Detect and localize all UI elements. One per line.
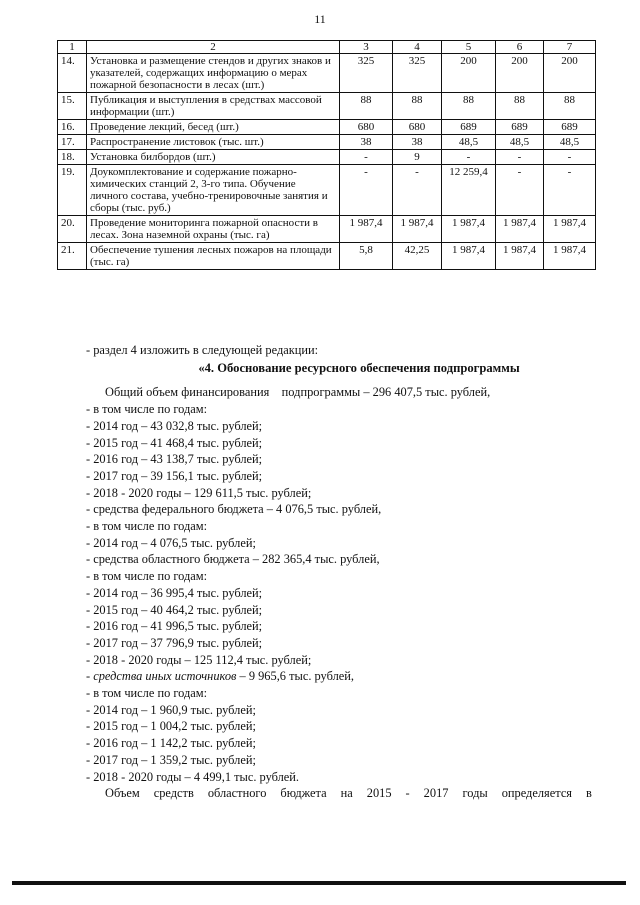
final-word: определяется <box>501 786 573 801</box>
funding-lines <box>86 401 592 668</box>
bottom-rule <box>12 881 626 885</box>
row-name: Публикация и выступления в средствах массовой информации (шт.) <box>87 93 340 120</box>
value-col-5: 1 987,4 <box>442 216 496 243</box>
funding-line: - 2017 год – 37 796,9 тыс. рублей; <box>86 635 263 650</box>
table-row <box>58 120 596 135</box>
final-word: в <box>586 786 592 801</box>
funding-line: - 2015 год – 41 468,4 тыс. рублей; <box>86 435 263 450</box>
row-name: Установка билбордов (шт.) <box>87 150 340 165</box>
table-row <box>58 54 596 93</box>
value-col-3: 325 <box>340 54 393 93</box>
value-col-5: 12 259,4 <box>442 165 496 216</box>
value-col-7: 1 987,4 <box>544 216 596 243</box>
value-col-5: 200 <box>442 54 496 93</box>
row-number: 15. <box>58 93 87 120</box>
value-col-5: 88 <box>442 93 496 120</box>
row-name: Обеспечение тушения лесных пожаров на площади (тыс. га) <box>87 243 340 270</box>
value-col-5: 689 <box>442 120 496 135</box>
value-col-7: - <box>544 150 596 165</box>
row-number: 16. <box>58 120 87 135</box>
value-col-6: 1 987,4 <box>496 216 544 243</box>
row-name: Доукомплектование и содержание пожарно-химических станций 2, 3-го типа. Обучение личного состава, учебно-тренировочные занятия и сборы (тыс. руб.) <box>87 165 340 216</box>
other-sources-line <box>86 668 592 685</box>
value-col-3: 5,8 <box>340 243 393 270</box>
value-col-4: - <box>393 165 442 216</box>
value-col-4: 38 <box>393 135 442 150</box>
funding-line: - 2014 год – 1 960,9 тыс. рублей; <box>86 702 256 717</box>
value-col-7: 689 <box>544 120 596 135</box>
value-col-7: 88 <box>544 93 596 120</box>
funding-line: - в том числе по годам: <box>86 686 208 701</box>
table-row <box>58 165 596 216</box>
value-col-6: 1 987,4 <box>496 243 544 270</box>
funding-line: - 2017 год – 1 359,2 тыс. рублей; <box>86 752 256 767</box>
final-paragraph-line <box>86 785 592 802</box>
value-col-6: 689 <box>496 120 544 135</box>
value-col-6: - <box>496 165 544 216</box>
final-word: средств <box>153 786 194 801</box>
row-number: 18. <box>58 150 87 165</box>
column-header: 3 <box>340 41 393 54</box>
other-sources-label: средства иных источников <box>93 669 237 684</box>
value-col-7: 1 987,4 <box>544 243 596 270</box>
final-word: - <box>405 786 410 801</box>
row-number: 20. <box>58 216 87 243</box>
value-col-5: - <box>442 150 496 165</box>
funding-line: - 2017 год – 39 156,1 тыс. рублей; <box>86 468 263 483</box>
table-row <box>58 93 596 120</box>
indicators-table <box>57 40 596 270</box>
table-header-row <box>58 41 596 54</box>
value-col-3: 88 <box>340 93 393 120</box>
row-number: 17. <box>58 135 87 150</box>
funding-line: - 2014 год – 36 995,4 тыс. рублей; <box>86 585 263 600</box>
value-col-3: 1 987,4 <box>340 216 393 243</box>
funding-line: - 2018 - 2020 годы – 4 499,1 тыс. рублей. <box>86 769 300 784</box>
total-funding-line: Общий объем финансирования подпрограммы – 296 407,5 тыс. рублей, <box>105 385 491 400</box>
value-col-7: 200 <box>544 54 596 93</box>
funding-line: - 2016 год – 41 996,5 тыс. рублей; <box>86 619 263 634</box>
row-name: Проведение мониторинга пожарной опасности в лесах. Зона наземной охраны (тыс. га) <box>87 216 340 243</box>
value-col-7: - <box>544 165 596 216</box>
final-word: годы <box>462 786 488 801</box>
value-col-3: - <box>340 165 393 216</box>
intro-line: - раздел 4 изложить в следующей редакции: <box>86 343 319 357</box>
value-col-4: 1 987,4 <box>393 216 442 243</box>
funding-line: - средства областного бюджета – 282 365,4 тыс. рублей, <box>86 552 380 567</box>
table-row <box>58 150 596 165</box>
value-col-3: 680 <box>340 120 393 135</box>
final-word: 2017 <box>423 786 449 801</box>
value-col-4: 42,25 <box>393 243 442 270</box>
funding-line: - 2016 год – 1 142,2 тыс. рублей; <box>86 736 256 751</box>
value-col-6: 88 <box>496 93 544 120</box>
funding-line: - 2014 год – 43 032,8 тыс. рублей; <box>86 418 263 433</box>
funding-line: - 2018 - 2020 годы – 129 611,5 тыс. рублей; <box>86 485 312 500</box>
row-name: Проведение лекций, бесед (шт.) <box>87 120 340 135</box>
document-text <box>86 342 592 802</box>
column-header: 6 <box>496 41 544 54</box>
table-body <box>58 54 596 270</box>
row-number: 14. <box>58 54 87 93</box>
table-row <box>58 243 596 270</box>
final-word: Объем <box>105 786 140 801</box>
column-header: 7 <box>544 41 596 54</box>
funding-line: - 2016 год – 43 138,7 тыс. рублей; <box>86 452 263 467</box>
funding-line: - 2018 - 2020 годы – 125 112,4 тыс. рублей; <box>86 652 312 667</box>
column-header: 2 <box>87 41 340 54</box>
value-col-4: 9 <box>393 150 442 165</box>
value-col-6: - <box>496 150 544 165</box>
other-sources-prefix: - <box>86 669 94 684</box>
value-col-4: 88 <box>393 93 442 120</box>
final-word: 2015 <box>366 786 392 801</box>
value-col-5: 1 987,4 <box>442 243 496 270</box>
column-header: 1 <box>58 41 87 54</box>
funding-line: - 2014 год – 4 076,5 тыс. рублей; <box>86 535 256 550</box>
value-col-6: 48,5 <box>496 135 544 150</box>
section-heading: «4. Обоснование ресурсного обеспечения подпрограммы <box>198 360 520 375</box>
funding-line: - в том числе по годам: <box>86 569 208 584</box>
funding-line: - 2015 год – 1 004,2 тыс. рублей; <box>86 719 256 734</box>
final-word: бюджета <box>280 786 327 801</box>
value-col-4: 680 <box>393 120 442 135</box>
table-row <box>58 135 596 150</box>
row-name: Распространение листовок (тыс. шт.) <box>87 135 340 150</box>
value-col-3: 38 <box>340 135 393 150</box>
funding-line: - в том числе по годам: <box>86 519 208 534</box>
page-number: 11 <box>314 12 326 26</box>
other-sources-lines <box>86 685 592 785</box>
final-word: на <box>340 786 353 801</box>
value-col-7: 48,5 <box>544 135 596 150</box>
funding-line: - в том числе по годам: <box>86 402 208 417</box>
funding-line: - средства федерального бюджета – 4 076,5 тыс. рублей, <box>86 502 382 517</box>
row-number: 19. <box>58 165 87 216</box>
final-word: областного <box>207 786 267 801</box>
value-col-5: 48,5 <box>442 135 496 150</box>
column-header: 4 <box>393 41 442 54</box>
row-name: Установка и размещение стендов и других знаков и указателей, содержащих информацию о мерах пожарной безопасности в лесах (шт.) <box>87 54 340 93</box>
column-header: 5 <box>442 41 496 54</box>
value-col-6: 200 <box>496 54 544 93</box>
table-row <box>58 216 596 243</box>
value-col-4: 325 <box>393 54 442 93</box>
other-sources-amount: – 9 965,6 тыс. рублей, <box>236 669 354 684</box>
row-number: 21. <box>58 243 87 270</box>
value-col-3: - <box>340 150 393 165</box>
funding-line: - 2015 год – 40 464,2 тыс. рублей; <box>86 602 263 617</box>
